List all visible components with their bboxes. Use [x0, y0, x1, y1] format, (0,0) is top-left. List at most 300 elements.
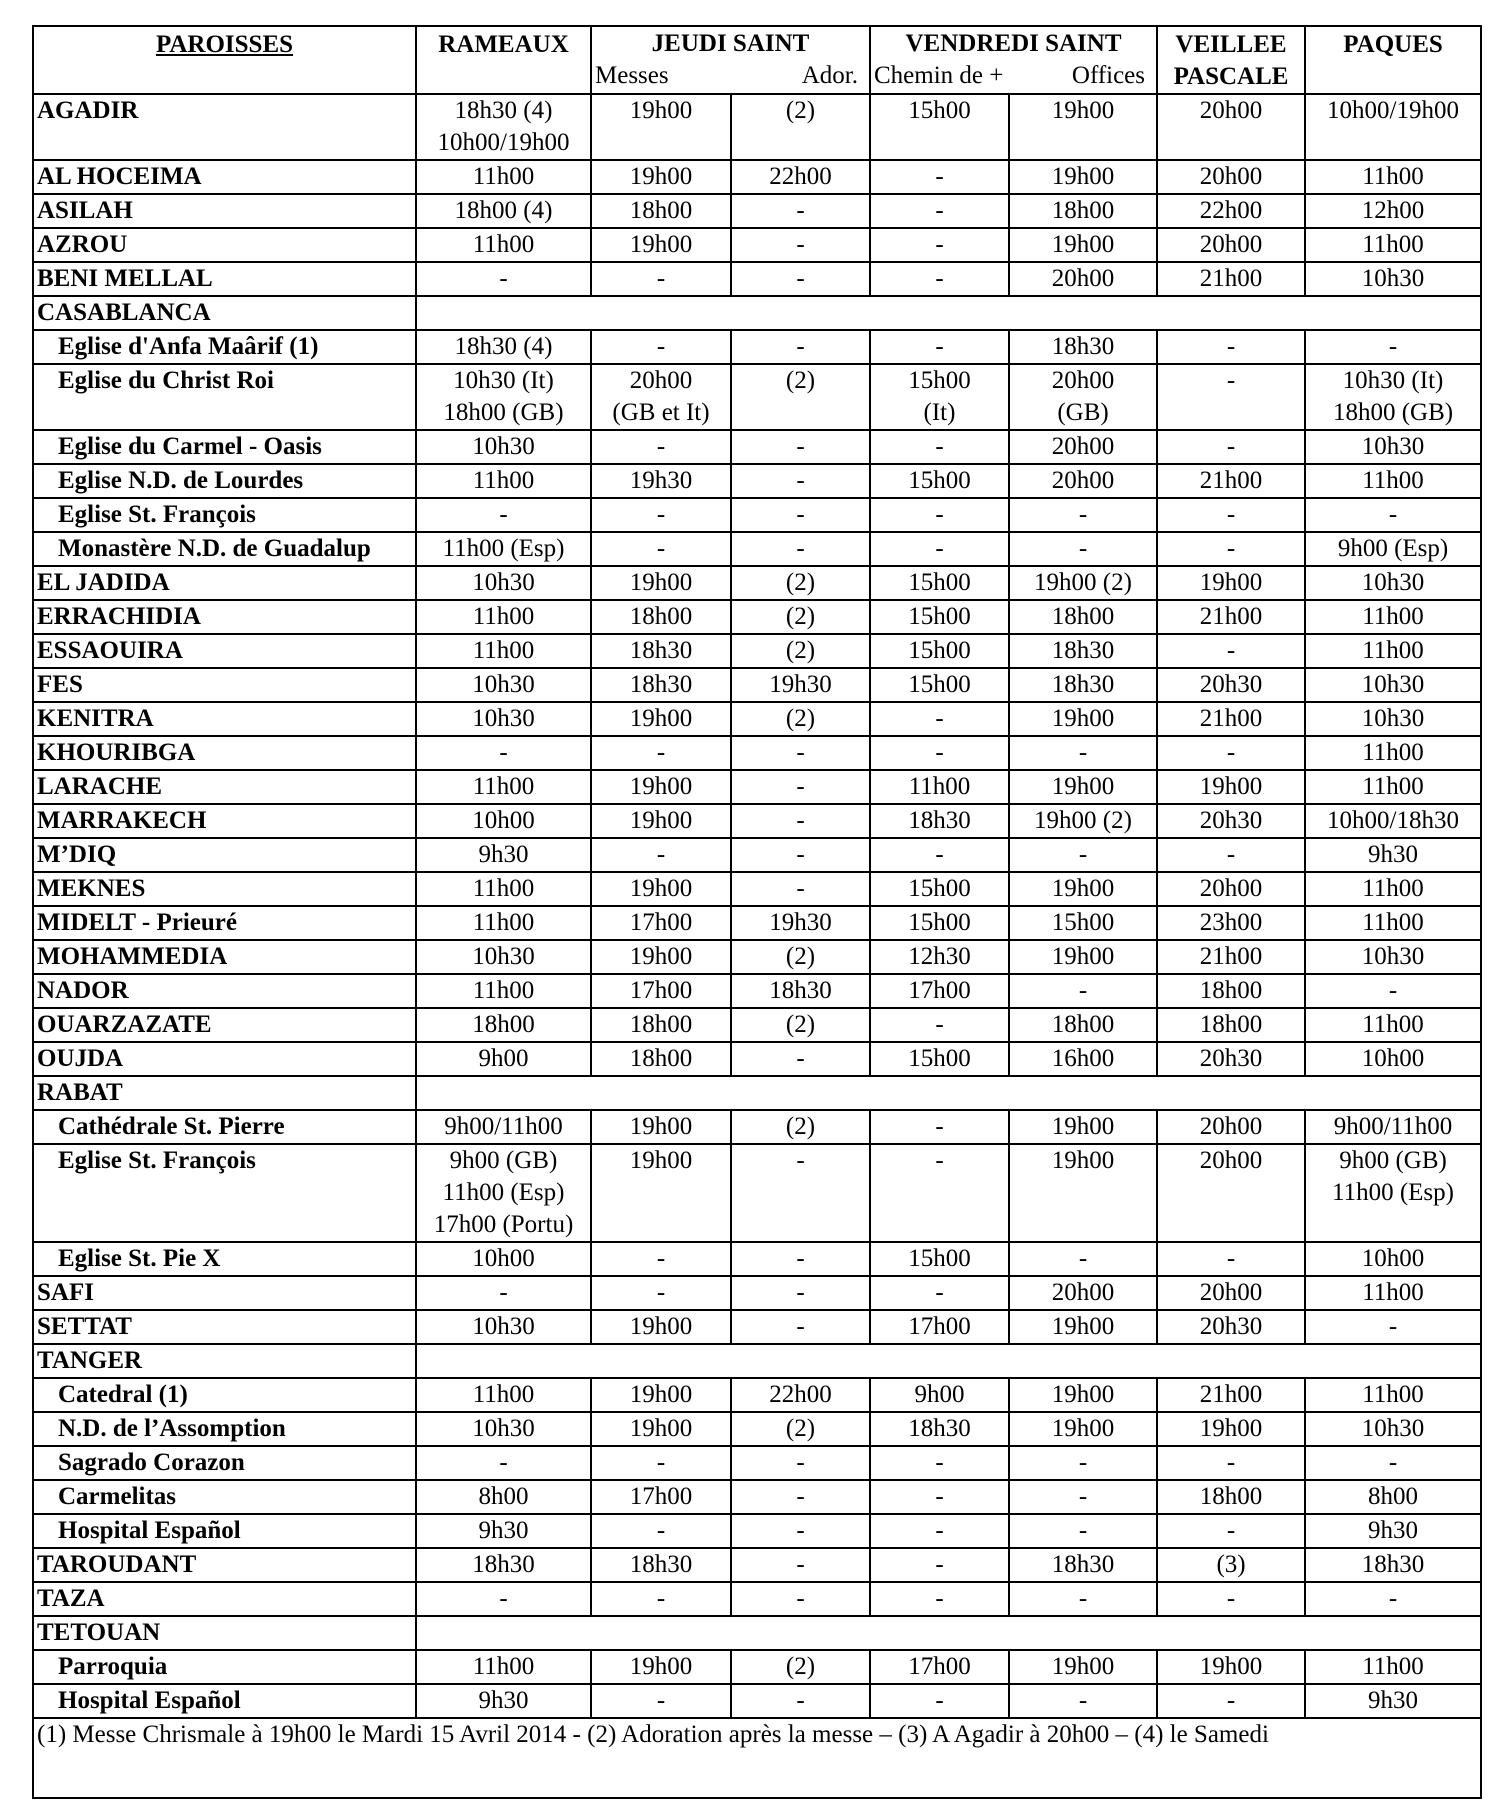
time-value: 11h00 — [472, 1381, 535, 1408]
table-row — [33, 872, 1481, 906]
time-value: 19h00 — [1051, 231, 1115, 258]
time-cell — [870, 1242, 1009, 1276]
time-cell — [1009, 600, 1157, 634]
time-value: 10h00 — [1361, 1045, 1425, 1072]
group-row — [33, 1616, 1481, 1650]
time-cell — [416, 1042, 591, 1076]
time-value: - — [1226, 841, 1236, 868]
time-value: 19h00 — [1199, 1415, 1263, 1442]
table-row — [33, 600, 1481, 634]
time-cell — [1157, 736, 1305, 770]
table-row — [33, 1480, 1481, 1514]
time-cell — [870, 1276, 1009, 1310]
time-cell — [1009, 1276, 1157, 1310]
time-cell — [870, 94, 1009, 160]
time-value: 18h30 — [629, 671, 693, 698]
time-value: 19h00 — [629, 1147, 693, 1174]
time-value: - — [1078, 739, 1088, 766]
time-cell — [731, 1378, 870, 1412]
time-value: - — [935, 333, 944, 360]
time-value: 19h00 — [629, 875, 693, 902]
time-value: - — [499, 1449, 508, 1476]
time-cell — [591, 464, 731, 498]
time-value: - — [1388, 333, 1398, 360]
parish-name: KENITRA — [33, 702, 416, 736]
time-value: - — [935, 535, 944, 562]
time-value: 11h00 — [472, 231, 535, 258]
time-value: - — [499, 265, 508, 292]
time-value: 18h30 — [908, 1415, 971, 1442]
time-value: - — [1388, 977, 1398, 1004]
table-row — [33, 160, 1481, 194]
table-row — [33, 464, 1481, 498]
time-value: 17h00 — [908, 1313, 971, 1340]
time-cell — [591, 600, 731, 634]
time-cell — [416, 194, 591, 228]
time-value: 21h00 — [1199, 705, 1263, 732]
time-value: - — [1226, 367, 1236, 394]
table-row — [33, 1548, 1481, 1582]
time-cell — [1157, 974, 1305, 1008]
time-cell — [416, 228, 591, 262]
time-cell — [1157, 160, 1305, 194]
time-cell — [1305, 1582, 1481, 1616]
time-cell — [731, 1548, 870, 1582]
time-cell — [731, 330, 870, 364]
time-value: - — [656, 265, 666, 292]
table-row — [33, 330, 1481, 364]
parish-name: Eglise St. François — [33, 1144, 416, 1242]
time-value: 21h00 — [1199, 1381, 1263, 1408]
time-value: 10h30 — [472, 943, 535, 970]
time-cell — [1305, 1242, 1481, 1276]
time-value: 19h00 — [629, 1313, 693, 1340]
time-value: 19h00 — [1051, 1147, 1115, 1174]
table-row — [33, 702, 1481, 736]
time-cell — [1009, 1042, 1157, 1076]
group-row — [33, 1344, 1481, 1378]
time-cell — [1305, 1684, 1481, 1718]
time-cell — [1157, 94, 1305, 160]
time-cell — [591, 1310, 731, 1344]
time-cell — [1157, 262, 1305, 296]
time-value: 11h00 — [1362, 637, 1424, 664]
time-cell — [1305, 736, 1481, 770]
time-value: 15h00 — [908, 909, 971, 936]
time-value: 20h00 — [1051, 1279, 1115, 1306]
parish-name: RABAT — [33, 1076, 416, 1110]
parish-name: Eglise St. François — [33, 498, 416, 532]
time-cell — [591, 804, 731, 838]
time-cell — [870, 228, 1009, 262]
parish-name: ESSAOUIRA — [33, 634, 416, 668]
time-cell — [731, 940, 870, 974]
time-cell — [731, 430, 870, 464]
time-cell — [1305, 228, 1481, 262]
parish-name: OUJDA — [33, 1042, 416, 1076]
time-cell — [416, 668, 591, 702]
parish-name: MIDELT - Prieuré — [33, 906, 416, 940]
time-value: 19h00 — [1051, 1113, 1115, 1140]
parish-name: Eglise du Christ Roi — [33, 364, 416, 430]
time-cell — [1157, 498, 1305, 532]
header-paroisses-label: PAROISSES — [155, 31, 294, 58]
time-cell — [1009, 838, 1157, 872]
table-row — [33, 1446, 1481, 1480]
time-value: 18h30 — [769, 977, 832, 1004]
time-value: 11h00 — [472, 909, 535, 936]
time-value: - — [796, 1279, 805, 1306]
time-cell — [416, 94, 591, 160]
time-cell — [591, 838, 731, 872]
table-row — [33, 1276, 1481, 1310]
parish-name: KHOURIBGA — [33, 736, 416, 770]
time-value: - — [1226, 739, 1236, 766]
time-value: 19h00 — [1199, 569, 1263, 596]
parish-name: Parroquia — [33, 1650, 416, 1684]
time-value: 15h00 — [908, 97, 971, 124]
time-cell — [1009, 532, 1157, 566]
time-cell — [1157, 770, 1305, 804]
time-value: 17h00 (Portu) — [433, 1211, 574, 1238]
table-row — [33, 1650, 1481, 1684]
time-cell — [1305, 702, 1481, 736]
time-value: 10h30 — [472, 1415, 535, 1442]
time-value: 20h30 — [1199, 1045, 1263, 1072]
time-value: 23h00 — [1199, 909, 1263, 936]
time-cell — [870, 1650, 1009, 1684]
time-value: (2) — [785, 1653, 816, 1680]
time-cell — [1157, 430, 1305, 464]
time-cell — [416, 1582, 591, 1616]
time-cell — [1009, 498, 1157, 532]
time-value: 20h00 — [1199, 1113, 1263, 1140]
time-value: 11h00 — [1362, 1381, 1424, 1408]
time-value: 15h00 — [908, 671, 971, 698]
time-cell — [416, 1144, 591, 1242]
time-value: 11h00 — [472, 875, 535, 902]
time-value: - — [656, 1245, 666, 1272]
time-value: - — [796, 535, 805, 562]
table-row — [33, 1008, 1481, 1042]
time-value: - — [796, 1045, 805, 1072]
parish-name: MARRAKECH — [33, 804, 416, 838]
time-cell — [1009, 364, 1157, 430]
time-value: 15h00 — [908, 875, 971, 902]
time-cell — [591, 872, 731, 906]
time-cell — [1157, 1548, 1305, 1582]
time-cell — [731, 668, 870, 702]
time-value: 17h00 — [908, 1653, 971, 1680]
time-value: 10h00 — [472, 807, 535, 834]
time-cell — [731, 872, 870, 906]
time-cell — [1157, 1242, 1305, 1276]
parish-name: Eglise St. Pie X — [33, 1242, 416, 1276]
time-cell — [1157, 668, 1305, 702]
time-value: 10h30 (It) — [1342, 367, 1444, 394]
parish-name: Eglise du Carmel - Oasis — [33, 430, 416, 464]
time-value: 19h00 — [1051, 1313, 1115, 1340]
time-cell — [416, 1276, 591, 1310]
schedule-rows — [33, 94, 1481, 1718]
time-value: 9h30 — [478, 1517, 529, 1544]
time-value: 12h00 — [1361, 197, 1425, 224]
time-cell — [1009, 1650, 1157, 1684]
time-cell — [870, 1446, 1009, 1480]
time-cell — [1009, 1008, 1157, 1042]
time-value: - — [796, 1245, 805, 1272]
time-value: - — [656, 1279, 666, 1306]
time-value: 11h00 (Esp) — [1332, 1179, 1454, 1206]
time-value: - — [1078, 977, 1088, 1004]
time-value: 21h00 — [1199, 943, 1263, 970]
time-cell — [870, 498, 1009, 532]
time-value: 11h00 — [472, 603, 535, 630]
time-value: - — [1226, 1517, 1236, 1544]
time-value: 20h00 — [1199, 163, 1263, 190]
time-value: 19h00 — [629, 807, 693, 834]
time-value: 18h00 — [629, 1011, 693, 1038]
time-value: - — [796, 501, 805, 528]
time-cell — [731, 906, 870, 940]
time-cell — [1009, 668, 1157, 702]
time-cell — [1157, 1446, 1305, 1480]
parish-name: Sagrado Corazon — [33, 1446, 416, 1480]
time-cell — [870, 702, 1009, 736]
time-cell — [591, 160, 731, 194]
time-cell — [1009, 1684, 1157, 1718]
time-cell — [1305, 634, 1481, 668]
time-value: (2) — [785, 1113, 816, 1140]
time-value: 18h00 — [1051, 603, 1115, 630]
time-value: - — [796, 1147, 805, 1174]
time-cell — [1305, 1412, 1481, 1446]
time-cell — [416, 736, 591, 770]
parish-name: EL JADIDA — [33, 566, 416, 600]
time-value: - — [796, 1449, 805, 1476]
parish-name: Eglise N.D. de Lourdes — [33, 464, 416, 498]
time-cell — [591, 940, 731, 974]
time-value: - — [935, 197, 944, 224]
time-value: 10h00 — [472, 1245, 535, 1272]
time-cell — [1305, 364, 1481, 430]
time-cell — [1305, 430, 1481, 464]
time-cell — [1305, 262, 1481, 296]
time-value: 9h30 — [1368, 841, 1419, 868]
time-value: 19h00 — [1051, 1415, 1115, 1442]
time-cell — [1305, 498, 1481, 532]
time-value: - — [796, 841, 805, 868]
time-value: 9h00/11h00 — [1333, 1113, 1453, 1140]
time-cell — [416, 498, 591, 532]
time-cell — [1157, 1514, 1305, 1548]
time-value: - — [1226, 1687, 1236, 1714]
time-cell — [591, 1242, 731, 1276]
time-value: 19h00 — [629, 1113, 693, 1140]
header-vendredi-sub — [870, 61, 1157, 94]
time-value: 11h00 — [1362, 603, 1424, 630]
parish-name: AZROU — [33, 228, 416, 262]
parish-name: Hospital Español — [33, 1514, 416, 1548]
time-cell — [870, 1008, 1009, 1042]
time-cell — [416, 430, 591, 464]
time-value: 10h30 — [472, 433, 535, 460]
time-cell — [870, 330, 1009, 364]
time-cell — [1305, 1378, 1481, 1412]
time-value: (2) — [785, 705, 816, 732]
group-spacer-cell — [416, 1344, 1481, 1378]
time-cell — [1009, 940, 1157, 974]
time-value: - — [1078, 1687, 1088, 1714]
time-cell — [1009, 736, 1157, 770]
time-cell — [731, 1514, 870, 1548]
time-value: 10h30 — [1361, 265, 1425, 292]
time-value: - — [656, 333, 666, 360]
time-value: 15h00 — [908, 367, 971, 394]
time-cell — [870, 1110, 1009, 1144]
time-value: 11h00 (Esp) — [442, 535, 565, 562]
time-cell — [591, 194, 731, 228]
time-cell — [416, 464, 591, 498]
time-value: 18h00 — [472, 1011, 535, 1038]
time-cell — [731, 532, 870, 566]
time-cell — [416, 600, 591, 634]
time-cell — [1305, 1144, 1481, 1242]
group-row — [33, 1076, 1481, 1110]
time-value: 11h00 — [472, 163, 535, 190]
time-cell — [1009, 262, 1157, 296]
time-value: - — [1226, 501, 1236, 528]
time-cell — [731, 838, 870, 872]
time-cell — [870, 1144, 1009, 1242]
time-value: 20h30 — [1199, 807, 1263, 834]
time-cell — [731, 262, 870, 296]
time-cell — [1009, 804, 1157, 838]
time-cell — [416, 364, 591, 430]
time-value: (2) — [785, 1011, 816, 1038]
table-row — [33, 634, 1481, 668]
time-cell — [1157, 1412, 1305, 1446]
time-cell — [591, 1684, 731, 1718]
holy-week-schedule-table — [32, 25, 1482, 1799]
time-value: 18h30 — [629, 1551, 693, 1578]
time-cell — [416, 1446, 591, 1480]
time-value: 18h30 (4) — [454, 333, 553, 360]
header-veillee: VEILLEE — [1175, 31, 1287, 58]
time-cell — [416, 160, 591, 194]
time-cell — [870, 464, 1009, 498]
time-cell — [731, 1042, 870, 1076]
table-row — [33, 364, 1481, 430]
time-value: 18h00 — [629, 603, 693, 630]
time-cell — [416, 330, 591, 364]
time-cell — [731, 634, 870, 668]
time-value: - — [1078, 1245, 1088, 1272]
time-value: 19h00 — [1051, 1381, 1115, 1408]
time-value: 20h00 — [1199, 97, 1263, 124]
time-cell — [591, 1480, 731, 1514]
time-value: 11h00 — [1362, 467, 1424, 494]
time-value: - — [796, 1687, 805, 1714]
time-value: 9h00 (GB) — [449, 1147, 558, 1174]
time-value: 20h30 — [1199, 671, 1263, 698]
time-cell — [731, 1110, 870, 1144]
table-row — [33, 228, 1481, 262]
time-cell — [1009, 1144, 1157, 1242]
time-value: 18h30 (4) — [454, 97, 553, 124]
time-value: 19h00 — [629, 1653, 693, 1680]
time-cell — [1157, 940, 1305, 974]
time-cell — [1157, 1042, 1305, 1076]
time-value: 20h00 — [629, 367, 693, 394]
time-cell — [870, 364, 1009, 430]
time-cell — [1157, 600, 1305, 634]
time-value: - — [656, 1449, 666, 1476]
time-value: 20h00 — [1199, 231, 1263, 258]
time-cell — [416, 974, 591, 1008]
table-row — [33, 804, 1481, 838]
time-cell — [870, 1514, 1009, 1548]
time-value: 9h30 — [1368, 1687, 1419, 1714]
parish-name: ERRACHIDIA — [33, 600, 416, 634]
table-row — [33, 1684, 1481, 1718]
table-row — [33, 1412, 1481, 1446]
time-value: 19h00 — [629, 943, 693, 970]
time-value: (GB) — [1057, 399, 1109, 426]
time-value: 15h00 — [908, 637, 971, 664]
table-row — [33, 1242, 1481, 1276]
header-veillee-pascale — [1157, 26, 1305, 94]
time-value: 10h00/18h30 — [1327, 807, 1459, 834]
time-cell — [1305, 330, 1481, 364]
time-cell — [416, 906, 591, 940]
time-value: - — [935, 1279, 944, 1306]
time-value: - — [935, 1517, 944, 1544]
time-cell — [1157, 464, 1305, 498]
time-cell — [1305, 804, 1481, 838]
time-value: - — [935, 265, 944, 292]
time-value: - — [1078, 1585, 1088, 1612]
table-row — [33, 1310, 1481, 1344]
time-cell — [1009, 1110, 1157, 1144]
time-cell — [870, 872, 1009, 906]
time-value: (2) — [785, 367, 816, 394]
time-cell — [1305, 94, 1481, 160]
time-value: - — [656, 433, 666, 460]
time-value: - — [796, 1585, 805, 1612]
time-cell — [1305, 1650, 1481, 1684]
time-cell — [731, 1276, 870, 1310]
table-row — [33, 1144, 1481, 1242]
time-cell — [416, 1684, 591, 1718]
time-cell — [1305, 1446, 1481, 1480]
time-value: 17h00 — [629, 909, 693, 936]
parish-name: TETOUAN — [33, 1616, 416, 1650]
time-value: 18h30 — [1051, 671, 1115, 698]
time-value: 10h30 — [472, 1313, 535, 1340]
time-cell — [1157, 532, 1305, 566]
time-value: 18h00 (GB) — [443, 399, 564, 426]
time-cell — [1305, 770, 1481, 804]
time-cell — [591, 1412, 731, 1446]
time-cell — [1157, 906, 1305, 940]
time-value: 11h00 — [1362, 1011, 1424, 1038]
time-value: - — [1226, 637, 1236, 664]
time-value: 20h30 — [1199, 1313, 1263, 1340]
time-value: - — [1078, 535, 1088, 562]
time-cell — [591, 1650, 731, 1684]
time-value: 12h30 — [908, 943, 971, 970]
